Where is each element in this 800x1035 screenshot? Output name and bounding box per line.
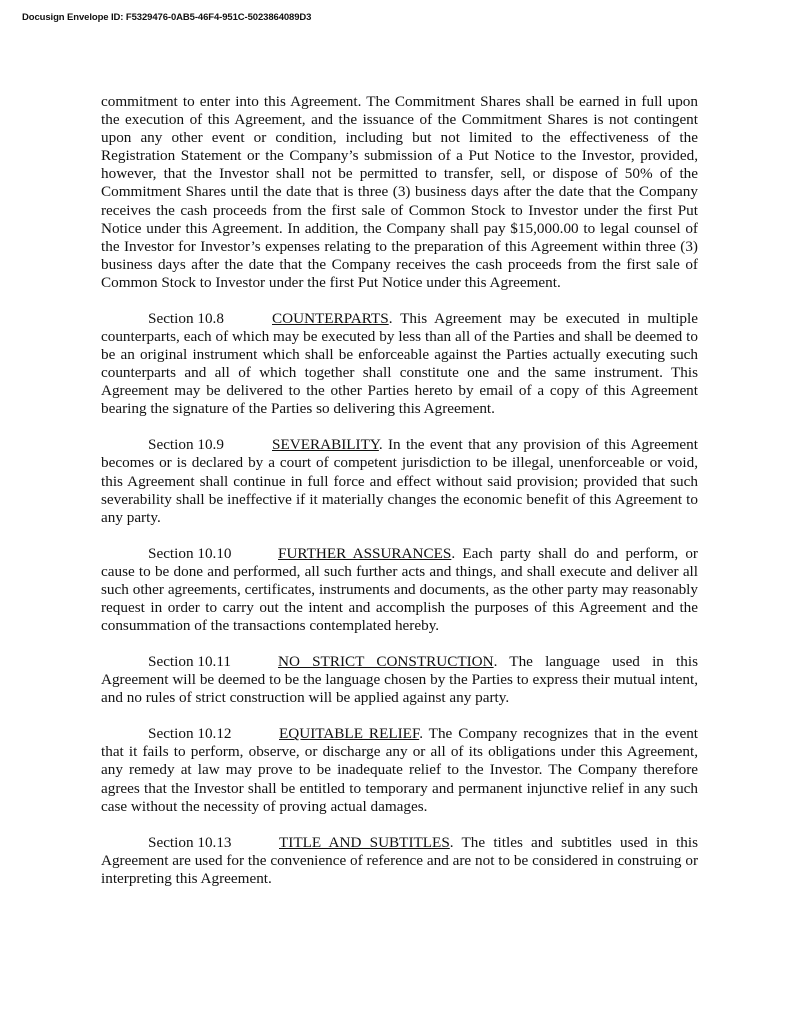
section-title: FURTHER ASSURANCES <box>278 544 452 562</box>
section-label: Section 10.9 <box>148 436 224 454</box>
section-label: Section 10.11 <box>148 653 231 671</box>
section-10-9 <box>101 436 698 526</box>
section-title: EQUITABLE RELIEF <box>279 725 420 743</box>
section-title: SEVERABILITY <box>272 436 379 454</box>
section-text: . The Company recognizes that in the event that it fails to perform, observe, or discharge any or all of its obligations under this Agreement, any remedy at law may prove to be inadequate relief to the Investor. The Company therefore agrees that the Investor shall be entitled to temporary and permanent injunctive relief in any such case without the necessity of proving actual damages. <box>101 725 699 815</box>
section-text: . The language used in this Agreement will be deemed to be the language chosen by the Parties to express their mutual intent, and no rules of strict construction will be applied against any party. <box>101 653 698 707</box>
section-text: . Each party shall do and perform, or cause to be done and performed, all such further acts and things, and shall execute and deliver all such other agreements, certificates, instruments and documents, as the other party may reasonably request in order to carry out the intent and accomplish the purposes of this Agreement and the consummation of the transactions contemplated hereby. <box>101 544 698 635</box>
section-label: Section 10.8 <box>148 309 224 327</box>
section-title: COUNTERPARTS <box>272 309 389 327</box>
section-10-11 <box>101 653 698 707</box>
section-text: . This Agreement may be executed in multiple counterparts, each of which may be executed by less than all of the Parties and shall be deemed to be an original instrument which shall be enforceable against the Parties actually executing such counterparts and all of which together shall constitute one and the same instrument. This Agreement may be delivered to the other Parties hereto by email of a copy of this Agreement bearing the signature of the Parties so delivering this Agreement. <box>101 309 698 418</box>
section-text: . The titles and subtitles used in this Agreement are used for the convenience of reference and are not to be considered in construing or interpreting this Agreement. <box>101 833 698 887</box>
docusign-envelope-id: Docusign Envelope ID: F5329476-0AB5-46F4-951C-5023864089D3 <box>22 12 312 23</box>
section-10-8 <box>101 310 698 419</box>
section-title: TITLE AND SUBTITLES <box>279 833 450 851</box>
section-title: NO STRICT CONSTRUCTION <box>278 653 494 671</box>
section-10-13 <box>101 834 698 888</box>
intro-paragraph: commitment to enter into this Agreement. The Commitment Shares shall be earned in full upon the execution of this Agreement, and the issuance of the Commitment Shares is not contingent upon any other event or condition, including but not limited to the effectiveness of the Registration Statement or the Company’s submission of a Put Notice to the Investor, provided, however, that the Investor shall not be permitted to transfer, sell, or dispose of 50% of the Commitment Shares until the date that is three (3) business days after the date that the Company receives the cash proceeds from the first sale of Common Stock to Investor under the first Put Notice under this Agreement. In addition, the Company shall pay $15,000.00 to legal counsel of the Investor for Investor’s expenses relating to the preparation of this Agreement within three (3) business days after the date that the Company receives the cash proceeds from the first sale of Common Stock to Investor under the first Put Notice under this Agreement. <box>101 93 698 291</box>
section-label: Section 10.10 <box>148 544 232 562</box>
section-text: . In the event that any provision of this Agreement becomes or is declared by a court of competent jurisdiction to be illegal, unenforceable or void, this Agreement shall continue in full force and effect without said provision; provided that such severability shall be ineffective if it materially changes the economic benefit of this Agreement to any party. <box>101 436 698 526</box>
section-label: Section 10.13 <box>148 833 232 851</box>
section-label: Section 10.12 <box>148 725 232 743</box>
document-body <box>101 93 698 906</box>
section-10-10 <box>101 545 698 635</box>
section-10-12 <box>101 725 698 815</box>
